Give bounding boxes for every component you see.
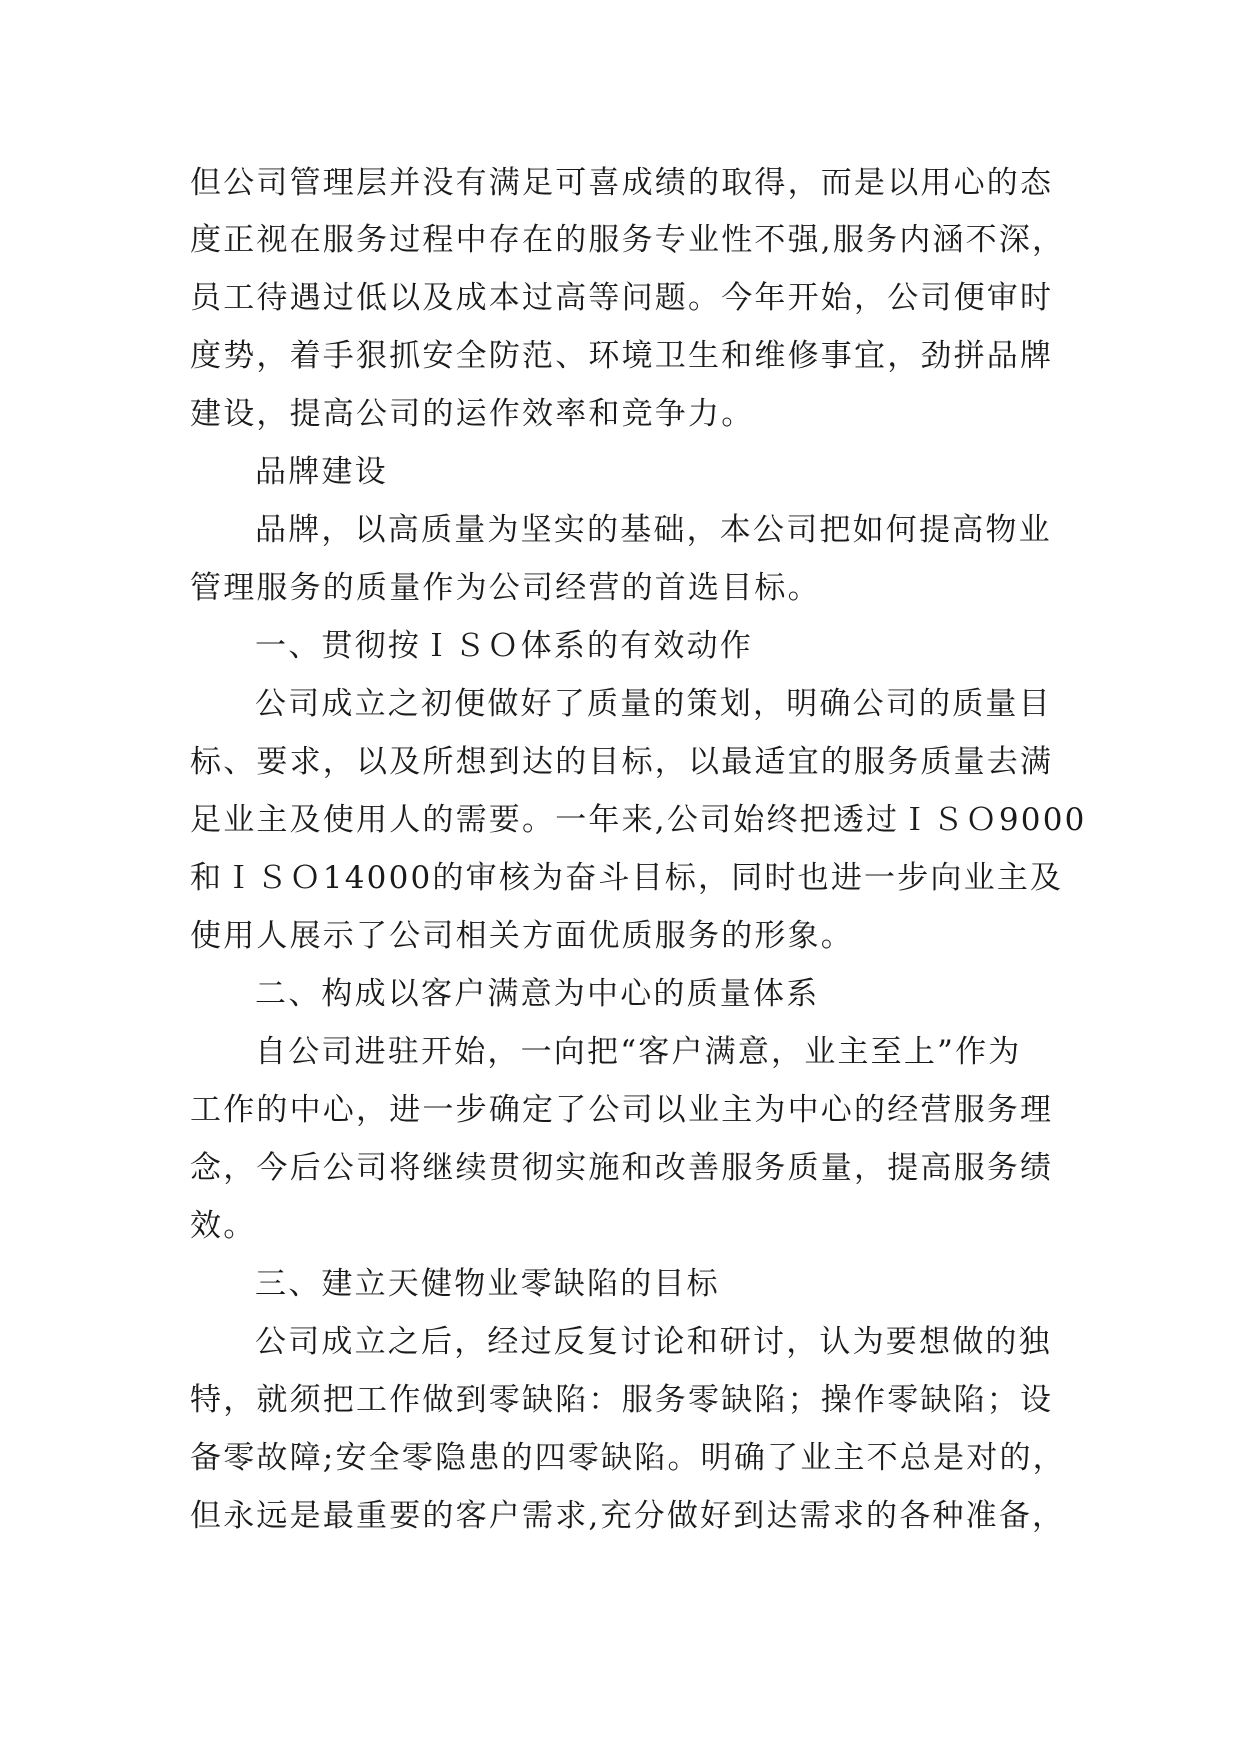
text-line: 管理服务的质量作为公司经营的首选目标。 bbox=[190, 570, 821, 606]
text-line: 建设，提高公司的运作效率和竞争力。 bbox=[190, 396, 755, 432]
text-line: 但永远是最重要的客户需求,充分做好到达需求的各种准备， bbox=[190, 1498, 1066, 1534]
text-line: 备零故障;安全零隐患的四零缺陷。明确了业主不总是对的， bbox=[190, 1440, 1066, 1476]
text-line: 和ＩＳＯ14000的审核为奋斗目标，同时也进一步向业主及 bbox=[190, 860, 1064, 896]
text-line: 度势，着手狠抓安全防范、环境卫生和维修事宜，劲拼品牌 bbox=[190, 338, 1054, 374]
section-heading: 品牌建设 bbox=[255, 454, 388, 490]
text-line: 标、要求，以及所想到达的目标，以最适宜的服务质量去满 bbox=[190, 744, 1054, 780]
text-line: 效。 bbox=[190, 1208, 257, 1244]
text-line: 工作的中心，进一步确定了公司以业主为中心的经营服务理 bbox=[190, 1092, 1054, 1128]
paragraph-start-line: 品牌，以高质量为坚实的基础，本公司把如何提高物业 bbox=[255, 512, 1052, 548]
text-line: 足业主及使用人的需要。一年来,公司始终把透过ＩＳＯ9000 bbox=[190, 802, 1087, 838]
text-line: 特，就须把工作做到零缺陷：服务零缺陷；操作零缺陷；设 bbox=[190, 1382, 1054, 1418]
text-line: 念，今后公司将继续贯彻实施和改善服务质量，提高服务绩 bbox=[190, 1150, 1054, 1186]
section-heading: 三、建立天健物业零缺陷的目标 bbox=[255, 1266, 720, 1302]
text-line: 员工待遇过低以及成本过高等问题。今年开始，公司便审时 bbox=[190, 280, 1054, 316]
section-heading: 一、贯彻按ＩＳＯ体系的有效动作 bbox=[255, 628, 753, 664]
paragraph-start-line: 公司成立之后，经过反复讨论和研讨，认为要想做的独 bbox=[255, 1324, 1052, 1360]
text-line: 使用人展示了公司相关方面优质服务的形象。 bbox=[190, 918, 854, 954]
section-heading: 二、构成以客户满意为中心的质量体系 bbox=[255, 976, 820, 1012]
paragraph-start-line: 自公司进驻开始，一向把“客户满意，业主至上”作为 bbox=[255, 1034, 1022, 1070]
text-line: 度正视在服务过程中存在的服务专业性不强,服务内涵不深， bbox=[190, 222, 1066, 258]
text-line: 但公司管理层并没有满足可喜成绩的取得，而是以用心的态 bbox=[190, 165, 1054, 201]
paragraph-start-line: 公司成立之初便做好了质量的策划，明确公司的质量目 bbox=[255, 686, 1052, 722]
